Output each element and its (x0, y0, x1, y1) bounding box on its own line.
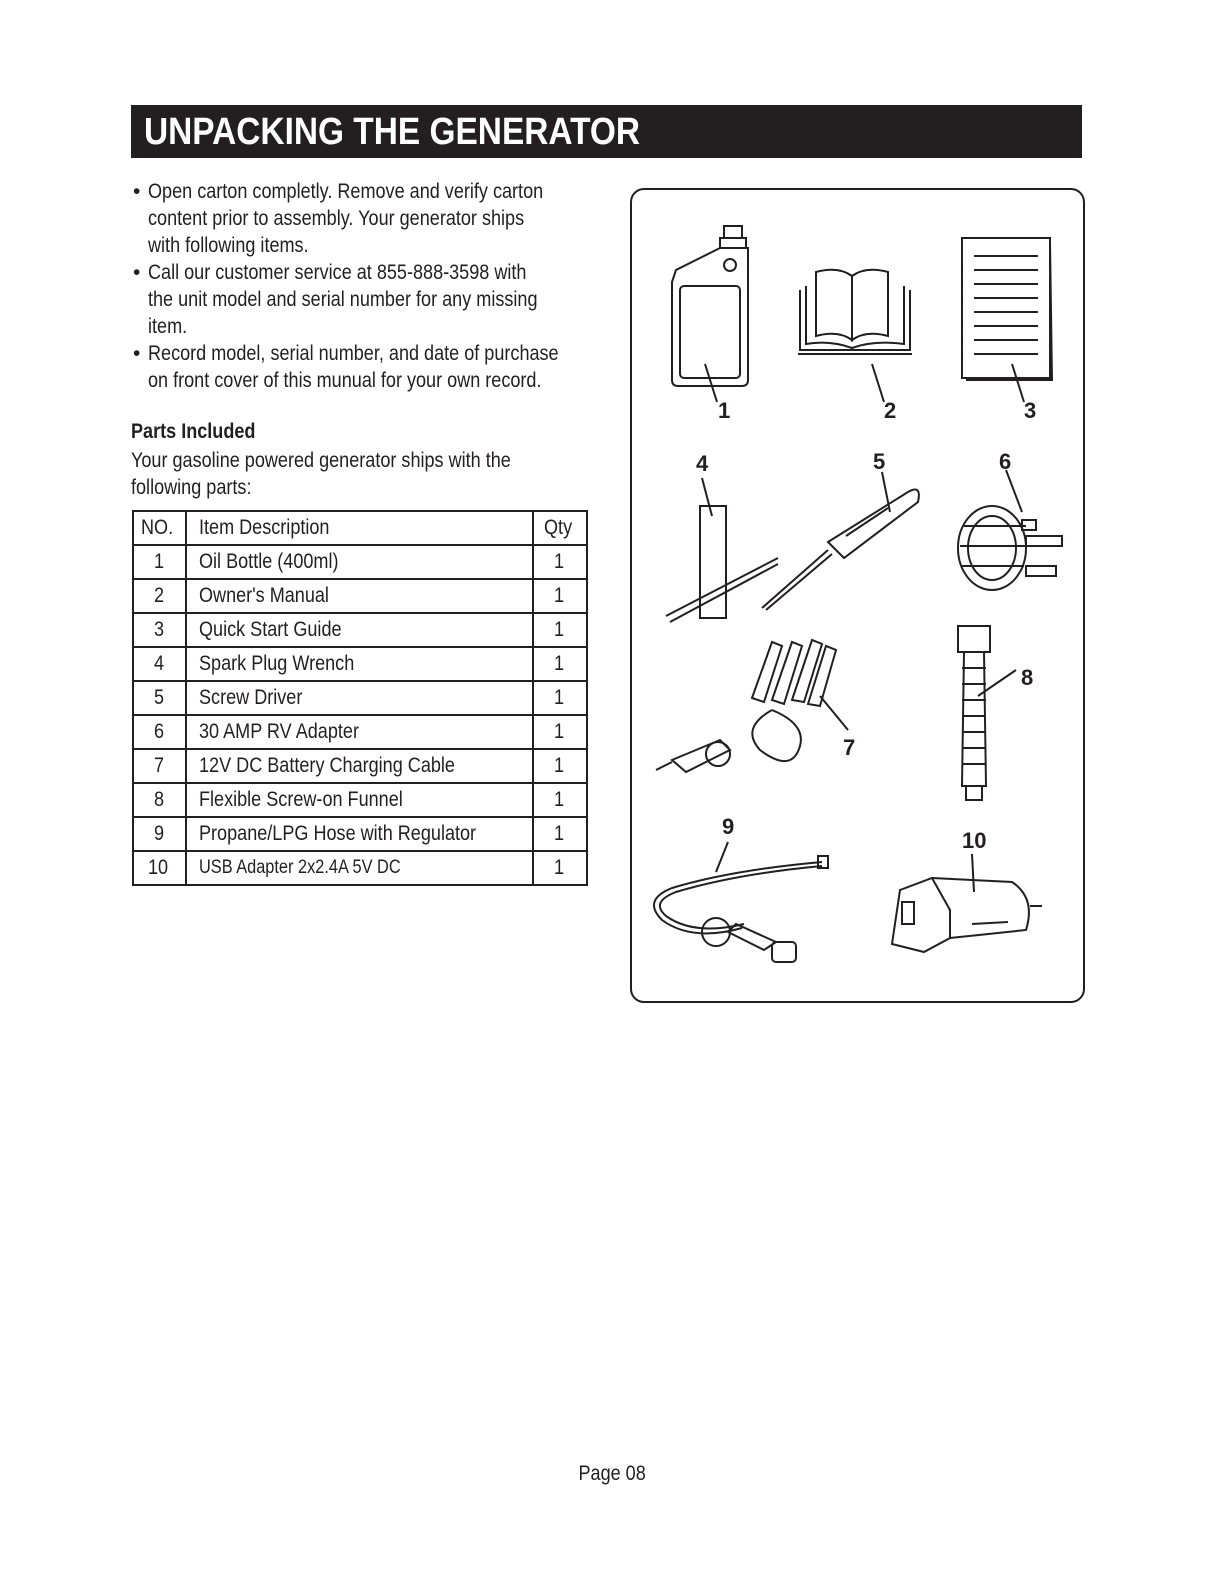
cell-no: 1 (133, 545, 186, 579)
cell-no: 5 (133, 681, 186, 715)
intro-line: item. (148, 315, 188, 338)
figure-label: 2 (884, 398, 897, 423)
figure-label: 9 (722, 814, 735, 839)
table-header-row (133, 511, 587, 545)
parts-intro-text (131, 447, 601, 501)
quick-start-guide-icon (962, 238, 1052, 380)
parts-illustration-panel (630, 188, 1085, 1003)
figure-label: 1 (718, 398, 731, 423)
cell-no: 10 (133, 851, 186, 885)
cell-description: Propane/LPG Hose with Regulator (186, 817, 533, 851)
screwdriver-icon (762, 490, 919, 610)
intro-line: Call our customer service at 855-888-3598 with (148, 261, 527, 284)
cell-description: Oil Bottle (400ml) (186, 545, 533, 579)
cell-qty: 1 (533, 613, 587, 647)
cell-description: Flexible Screw-on Funnel (186, 783, 533, 817)
usb-adapter-icon (892, 878, 1042, 952)
parts-intro-line: Your gasoline powered generator ships with the (131, 449, 511, 472)
cell-qty: 1 (533, 749, 587, 783)
oil-bottle-icon (672, 226, 748, 386)
propane-hose-icon (654, 856, 828, 962)
cell-qty: 1 (533, 647, 587, 681)
cell-no: 3 (133, 613, 186, 647)
column-header-description: Item Description (186, 511, 533, 545)
table-row (133, 647, 587, 681)
figure-label: 6 (999, 449, 1012, 474)
cell-description: 30 AMP RV Adapter (186, 715, 533, 749)
intro-bullet-list (131, 178, 601, 394)
table-row (133, 545, 587, 579)
cell-qty: 1 (533, 715, 587, 749)
cell-description: Screw Driver (186, 681, 533, 715)
intro-line: content prior to assembly. Your generator ships (148, 207, 525, 230)
parts-intro-line: following parts: (131, 476, 252, 499)
intro-bullet (131, 259, 601, 340)
parts-illustration (632, 190, 1083, 1001)
battery-charging-cable-icon (656, 640, 836, 772)
page-number-text: Page 08 (578, 1462, 646, 1485)
spark-plug-wrench-icon (666, 506, 778, 622)
cell-qty: 1 (533, 783, 587, 817)
table-row (133, 749, 587, 783)
cell-no: 6 (133, 715, 186, 749)
table-row (133, 681, 587, 715)
cell-description: Owner's Manual (186, 579, 533, 613)
figure-label: 5 (873, 449, 886, 474)
page-title (131, 105, 1082, 158)
table-row (133, 851, 587, 885)
table-row (133, 817, 587, 851)
column-header-qty: Qty (533, 511, 587, 545)
figure-label: 4 (696, 451, 709, 476)
intro-bullet (131, 178, 601, 259)
cell-description: 12V DC Battery Charging Cable (186, 749, 533, 783)
table-row (133, 613, 587, 647)
rv-adapter-icon (958, 506, 1062, 590)
cell-qty: 1 (533, 817, 587, 851)
cell-description: Quick Start Guide (186, 613, 533, 647)
figure-label: 7 (843, 735, 856, 760)
page-number (0, 1462, 1224, 1486)
cell-qty: 1 (533, 681, 587, 715)
cell-no: 4 (133, 647, 186, 681)
cell-no: 7 (133, 749, 186, 783)
table-row (133, 715, 587, 749)
parts-table (132, 510, 588, 886)
table-row (133, 783, 587, 817)
page-title-text: UNPACKING THE GENERATOR (144, 111, 641, 153)
cell-no: 2 (133, 579, 186, 613)
figure-label: 3 (1024, 398, 1037, 423)
intro-bullet (131, 340, 601, 394)
parts-heading-text: Parts Included (131, 420, 256, 443)
parts-heading (131, 420, 276, 444)
cell-description: Spark Plug Wrench (186, 647, 533, 681)
cell-no: 9 (133, 817, 186, 851)
intro-line: on front cover of this munual for your own record. (148, 369, 542, 392)
intro-line: Open carton completly. Remove and verify carton (148, 180, 544, 203)
funnel-icon (958, 626, 990, 800)
column-header-no: NO. (133, 511, 186, 545)
cell-qty: 1 (533, 545, 587, 579)
intro-line: Record model, serial number, and date of purchase (148, 342, 559, 365)
cell-description: USB Adapter 2x2.4A 5V DC (186, 851, 533, 885)
figure-label: 8 (1021, 665, 1034, 690)
intro-line: with following items. (148, 234, 309, 257)
cell-qty: 1 (533, 851, 587, 885)
figure-label: 10 (962, 828, 987, 853)
owners-manual-icon (798, 270, 912, 354)
cell-no: 8 (133, 783, 186, 817)
cell-qty: 1 (533, 579, 587, 613)
table-row (133, 579, 587, 613)
intro-line: the unit model and serial number for any missing (148, 288, 538, 311)
